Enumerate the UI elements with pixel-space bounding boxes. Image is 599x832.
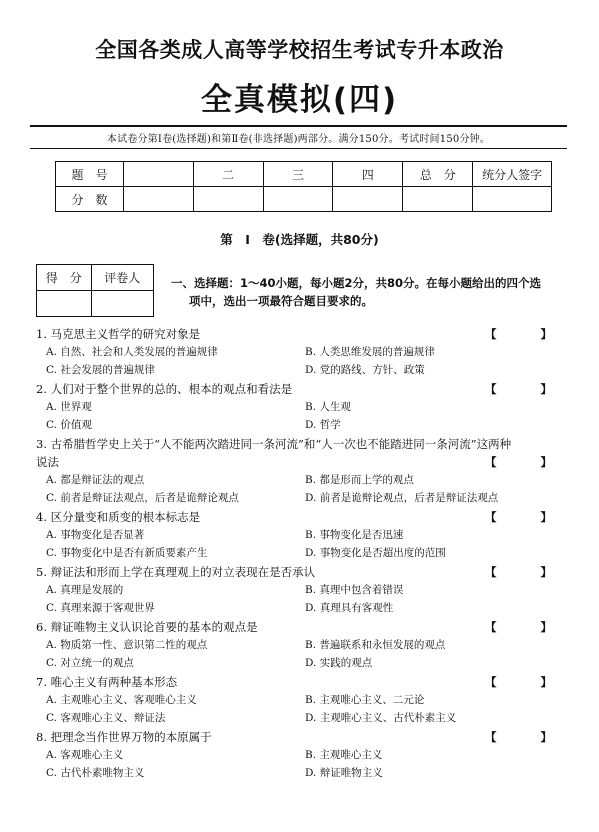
score-cell: 四 bbox=[333, 162, 403, 187]
option: A. 物质第一性、意识第二性的观点 bbox=[46, 639, 208, 651]
option: A. 都是辩证法的观点 bbox=[46, 474, 145, 486]
option: D. 党的路线、方针、政策 bbox=[305, 364, 425, 376]
question-text: 6. 辩证唯物主义认识论首要的基本的观点是 bbox=[36, 620, 258, 634]
question-text: 5. 辩证法和形而上学在真理观上的对立表现在是否承认 bbox=[36, 565, 316, 579]
question-text: 2. 人们对于整个世界的总的、根本的观点和看法是 bbox=[36, 382, 293, 396]
option: D. 真理具有客观性 bbox=[305, 602, 394, 614]
option: D. 事物变化是否超出度的范围 bbox=[305, 547, 446, 559]
score-cell: 分 数 bbox=[56, 187, 124, 212]
score-cell: 总 分 bbox=[403, 162, 473, 187]
score-cell bbox=[124, 187, 194, 212]
option: C. 古代朴素唯物主义 bbox=[46, 767, 145, 779]
question-stem bbox=[36, 435, 576, 453]
grader-cell bbox=[37, 291, 92, 317]
score-cell: 三 bbox=[263, 162, 333, 187]
header-rule-bottom bbox=[30, 148, 567, 149]
score-cell: 二 bbox=[193, 162, 263, 187]
answer-bracket: 【 】 bbox=[484, 382, 572, 396]
option: C. 价值观 bbox=[46, 419, 92, 431]
question-stem bbox=[36, 618, 576, 636]
grader-cell bbox=[91, 291, 153, 317]
question-text: 4. 区分量变和质变的根本标志是 bbox=[36, 510, 201, 524]
option: D. 哲学 bbox=[305, 419, 341, 431]
score-cell bbox=[193, 187, 263, 212]
exam-sub-title: 全真模拟(四) bbox=[200, 82, 399, 118]
option: B. 事物变化是否迅速 bbox=[305, 529, 404, 541]
option: A. 真理是发展的 bbox=[46, 584, 124, 596]
question-stem bbox=[36, 380, 576, 398]
score-cell bbox=[403, 187, 473, 212]
exam-main-title: 全国各类成人高等学校招生考试专升本政治 bbox=[95, 38, 504, 62]
option: C. 事物变化中是否有新质要素产生 bbox=[46, 547, 208, 559]
question-stem-continued bbox=[36, 453, 576, 471]
answer-bracket: 【 】 bbox=[484, 620, 572, 634]
option: D. 辩证唯物主义 bbox=[305, 767, 383, 779]
option: B. 主观唯心主义 bbox=[305, 749, 383, 761]
option: A. 主观唯心主义、客观唯心主义 bbox=[46, 694, 197, 706]
answer-bracket: 【 】 bbox=[484, 565, 572, 579]
answer-bracket: 【 】 bbox=[484, 730, 572, 744]
option: C. 客观唯心主义、辩证法 bbox=[46, 712, 166, 724]
score-cell bbox=[263, 187, 333, 212]
score-cell bbox=[333, 187, 403, 212]
option: C. 前者是辩证法观点，后者是诡辩论观点 bbox=[46, 492, 239, 504]
instructions-line: 项中，选出一项最符合题目要求的。 bbox=[189, 294, 373, 308]
question-stem bbox=[36, 508, 576, 526]
option: C. 真理来源于客观世界 bbox=[46, 602, 155, 614]
score-cell bbox=[473, 187, 552, 212]
answer-bracket: 【 】 bbox=[484, 675, 572, 689]
instructions bbox=[171, 274, 571, 310]
score-table-value-row bbox=[56, 187, 552, 212]
answer-bracket: 【 】 bbox=[484, 455, 572, 469]
option: C. 对立统一的观点 bbox=[46, 657, 134, 669]
option: B. 都是形而上学的观点 bbox=[305, 474, 414, 486]
score-table bbox=[55, 161, 552, 212]
answer-bracket: 【 】 bbox=[484, 327, 572, 341]
option: B. 主观唯心主义、二元论 bbox=[305, 694, 425, 706]
option: A. 客观唯心主义 bbox=[46, 749, 124, 761]
score-cell: 统分人签字 bbox=[473, 162, 552, 187]
option: D. 前者是诡辩论观点，后者是辩证法观点 bbox=[305, 492, 499, 504]
header-rule-top bbox=[30, 125, 567, 127]
question-text: 3. 古希腊哲学史上关于“人不能两次踏进同一条河流”和“人一次也不能踏进同一条河流”这两种 bbox=[36, 437, 512, 451]
option: D. 主观唯心主义、古代朴素主义 bbox=[305, 712, 457, 724]
grader-table bbox=[36, 264, 154, 317]
score-cell bbox=[124, 162, 194, 187]
question-stem bbox=[36, 563, 576, 581]
option: B. 普遍联系和永恒发展的观点 bbox=[305, 639, 446, 651]
option: A. 事物变化是否显著 bbox=[46, 529, 145, 541]
score-cell: 题 号 bbox=[56, 162, 124, 187]
question-stem bbox=[36, 673, 576, 691]
section-title: 第 Ⅰ 卷(选择题，共80分) bbox=[220, 232, 379, 247]
option: B. 人类思维发展的普遍规律 bbox=[305, 346, 435, 358]
option: B. 人生观 bbox=[305, 401, 351, 413]
question-text: 8. 把理念当作世界万物的本原属于 bbox=[36, 730, 212, 744]
question-stem bbox=[36, 325, 576, 343]
option: D. 实践的观点 bbox=[305, 657, 373, 669]
answer-bracket: 【 】 bbox=[484, 510, 572, 524]
option: C. 社会发展的普遍规律 bbox=[46, 364, 155, 376]
instructions-line: 一、选择题：1～40小题，每小题2分，共80分。在每小题给出的四个选 bbox=[171, 276, 542, 290]
option: A. 自然、社会和人类发展的普遍规律 bbox=[46, 346, 218, 358]
grader-cell: 评卷人 bbox=[91, 265, 153, 291]
question-stem bbox=[36, 728, 576, 746]
question-text: 7. 唯心主义有两种基本形态 bbox=[36, 675, 178, 689]
exam-intro: 本试卷分第Ⅰ卷(选择题)和第Ⅱ卷(非选择题)两部分。满分150分。考试时间150分钟。 bbox=[106, 134, 491, 145]
grader-cell: 得 分 bbox=[37, 265, 92, 291]
option: B. 真理中包含着错误 bbox=[305, 584, 404, 596]
question-text: 1. 马克思主义哲学的研究对象是 bbox=[36, 327, 201, 341]
score-table-header-row bbox=[56, 162, 552, 187]
option: A. 世界观 bbox=[46, 401, 92, 413]
question-text: 说法 bbox=[36, 455, 59, 469]
